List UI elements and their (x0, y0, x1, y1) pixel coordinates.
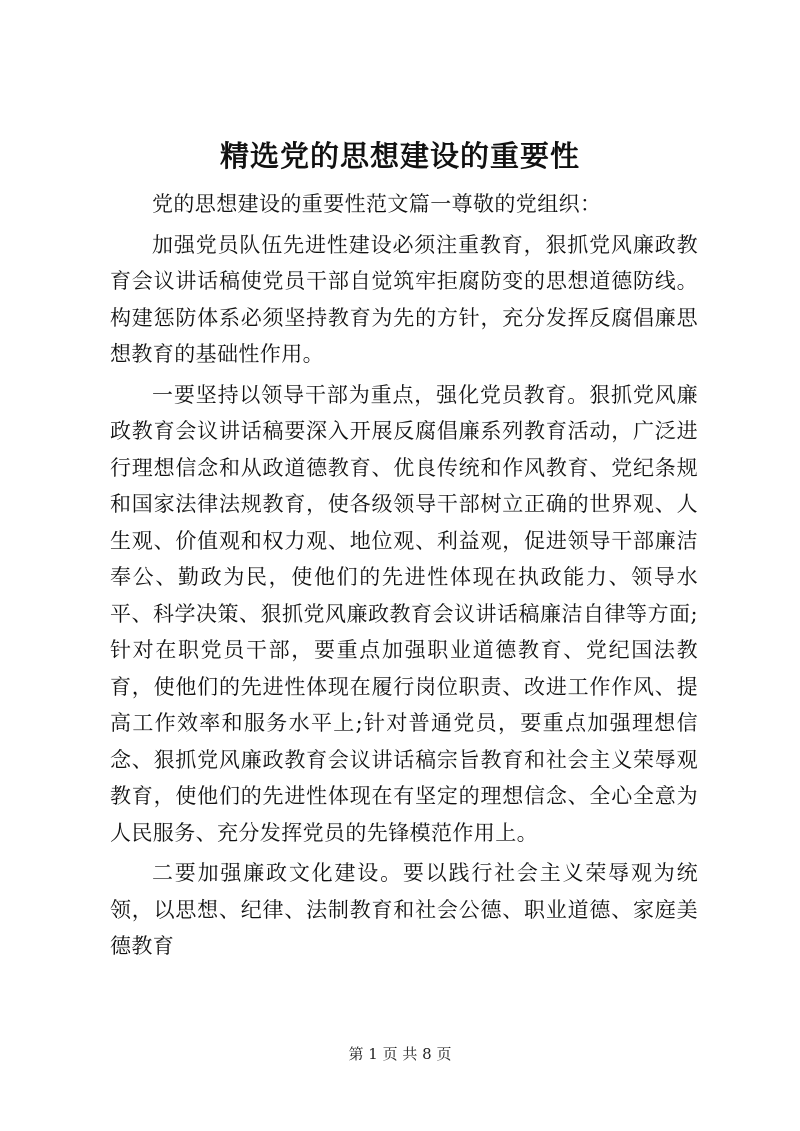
paragraph-point-one: 一要坚持以领导干部为重点，强化党员教育。狠抓党风廉政教育会议讲话稿要深入开展反腐倡廉系列教育活动，广泛进行理想信念和从政道德教育、优良传统和作风教育、党纪条规和国家法律法规教育，使各级领导干部树立正确的世界观、人生观、价值观和权力观、地位观、利益观，促进领导干部廉洁奉公、勤政为民，使他们的先进性体现在执政能力、领导水平、科学决策、狠抓党风廉政教育会议讲话稿廉洁自律等方面;针对在职党员干部，要重点加强职业道德教育、党纪国法教育，使他们的先进性体现在履行岗位职责、改进工作作风、提高工作效率和服务水平上;针对普通党员，要重点加强理想信念、狠抓党风廉政教育会议讲话稿宗旨教育和社会主义荣辱观教育，使他们的先进性体现在有坚定的理想信念、全心全意为人民服务、充分发挥党员的先锋模范作用上。 (110, 382, 698, 845)
page-number-footer: 第 1 页 共 8 页 (348, 1045, 452, 1063)
paragraph-salutation: 党的思想建设的重要性范文篇一尊敬的党组织： (152, 192, 602, 216)
document-title: 精选党的思想建设的重要性 (219, 139, 580, 173)
paragraph-point-two: 二要加强廉政文化建设。要以践行社会主义荣辱观为统领，以思想、纪律、法制教育和社会公德、职业道德、家庭美德教育 (110, 861, 698, 958)
paragraph-intro: 加强党员队伍先进性建设必须注重教育，狠抓党风廉政教育会议讲话稿使党员干部自觉筑牢拒腐防变的思想道德防线。构建惩防体系必须坚持教育为先的方针，充分发挥反腐倡廉思想教育的基础性作用。 (110, 232, 698, 366)
document-body (110, 186, 698, 965)
